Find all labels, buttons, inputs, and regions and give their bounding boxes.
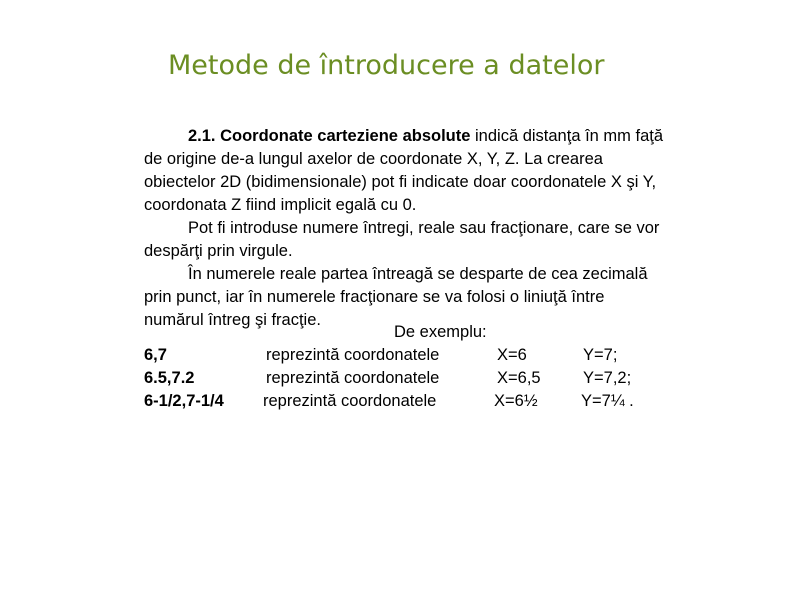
example-x: X=6,5: [497, 369, 541, 387]
example-y: Y=7¼ .: [581, 392, 634, 410]
section-heading: 2.1. Coordonate carteziene absolute: [188, 127, 471, 145]
example-description: reprezintă coordonatele: [263, 392, 437, 410]
paragraph-number-types: Pot fi introduse numere întregi, reale sau fracţionare, care se vor despărţi prin virgule.: [144, 219, 660, 260]
example-y: Y=7,2;: [583, 369, 632, 387]
example-x: X=6: [497, 346, 527, 364]
example-y: Y=7;: [583, 346, 618, 364]
example-input: 6.5,7.2: [144, 369, 195, 387]
paragraph-real-numbers: În numerele reale partea întreagă se desparte de cea zecimală prin punct, iar în numerele fracţionare se va folosi o liniuţă între numărul întreg şi fracţie.: [144, 265, 648, 329]
example-description: reprezintă coordonatele: [266, 346, 440, 364]
example-input: 6,7: [144, 346, 167, 364]
example-x: X=6½: [494, 392, 538, 410]
examples-heading: De exemplu:: [394, 323, 487, 341]
page-title: Metode de întroducere a datelor: [168, 50, 605, 81]
example-row: [0, 390, 800, 416]
body-text: [144, 125, 664, 332]
example-input: 6-1/2,7-1/4: [144, 392, 224, 410]
paragraph-absolute-coordinates: [144, 125, 664, 217]
paragraph-text: indică distanţa în mm faţă de origine de-a lungul axelor de coordonate X, Y, Z. La crearea obiectelor 2D (bidimensionale) pot fi indicate doar coordonatele X şi Y, coordonata Z fiind implicit egală cu 0.: [144, 127, 664, 214]
example-description: reprezintă coordonatele: [266, 369, 440, 387]
